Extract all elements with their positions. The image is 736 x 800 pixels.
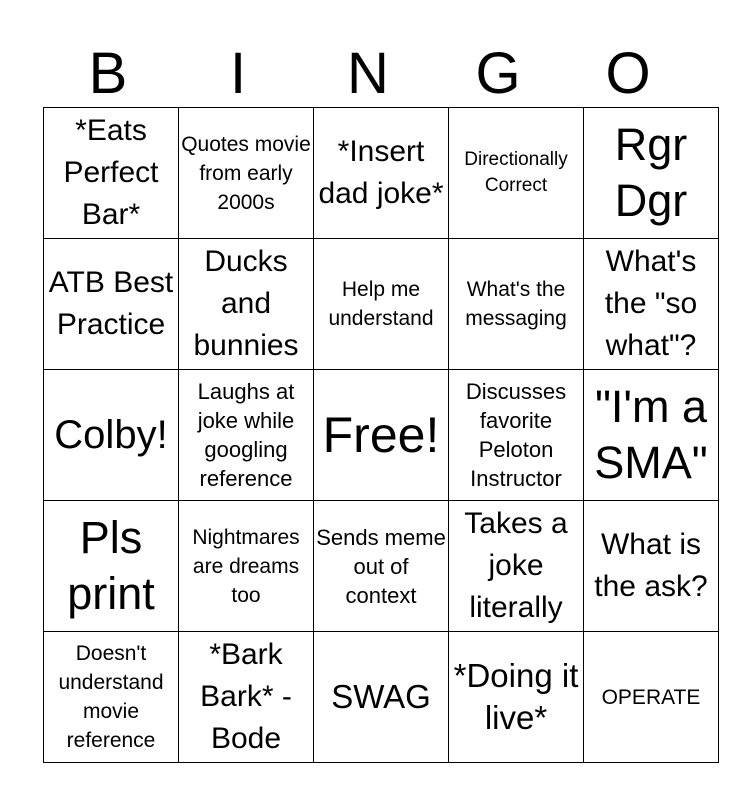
- bingo-cell[interactable]: "I'm a SMA": [584, 370, 719, 501]
- bingo-header: [43, 40, 693, 108]
- bingo-cell[interactable]: *Insert dad joke*: [314, 108, 449, 239]
- bingo-cell[interactable]: Laughs at joke while googling reference: [179, 370, 314, 501]
- bingo-cell[interactable]: What is the ask?: [584, 501, 719, 632]
- board-row: [44, 108, 719, 239]
- bingo-cell[interactable]: *Eats Perfect Bar*: [44, 108, 179, 239]
- bingo-cell[interactable]: Rgr Dgr: [584, 108, 719, 239]
- bingo-cell[interactable]: Doesn't understand movie reference: [44, 632, 179, 763]
- bingo-cell[interactable]: Nightmares are dreams too: [179, 501, 314, 632]
- bingo-cell[interactable]: Pls print: [44, 501, 179, 632]
- bingo-cell[interactable]: What's the messaging: [449, 239, 584, 370]
- board-row: [44, 370, 719, 501]
- bingo-cell[interactable]: Discusses favorite Peloton Instructor: [449, 370, 584, 501]
- header-letter-o: O: [605, 41, 651, 106]
- bingo-cell[interactable]: SWAG: [314, 632, 449, 763]
- bingo-cell[interactable]: *Bark Bark* - Bode: [179, 632, 314, 763]
- bingo-cell[interactable]: Quotes movie from early 2000s: [179, 108, 314, 239]
- bingo-cell[interactable]: Sends meme out of context: [314, 501, 449, 632]
- header-letter-i: I: [229, 41, 247, 106]
- board-row: [44, 501, 719, 632]
- bingo-cell[interactable]: Takes a joke literally: [449, 501, 584, 632]
- bingo-cell[interactable]: Help me understand: [314, 239, 449, 370]
- bingo-cell[interactable]: Directionally Correct: [449, 108, 584, 239]
- bingo-cell[interactable]: OPERATE: [584, 632, 719, 763]
- bingo-cell[interactable]: What's the "so what"?: [584, 239, 719, 370]
- board-row: [44, 239, 719, 370]
- bingo-cell[interactable]: ATB Best Practice: [44, 239, 179, 370]
- header-letter-g: G: [475, 41, 521, 106]
- header-letter-b: B: [88, 41, 128, 106]
- bingo-cell[interactable]: Ducks and bunnies: [179, 239, 314, 370]
- bingo-board: [43, 107, 719, 763]
- board-row: [44, 632, 719, 763]
- free-space-cell[interactable]: Free!: [314, 370, 449, 501]
- bingo-cell[interactable]: *Doing it live*: [449, 632, 584, 763]
- header-letter-n: N: [347, 41, 389, 106]
- bingo-cell[interactable]: Colby!: [44, 370, 179, 501]
